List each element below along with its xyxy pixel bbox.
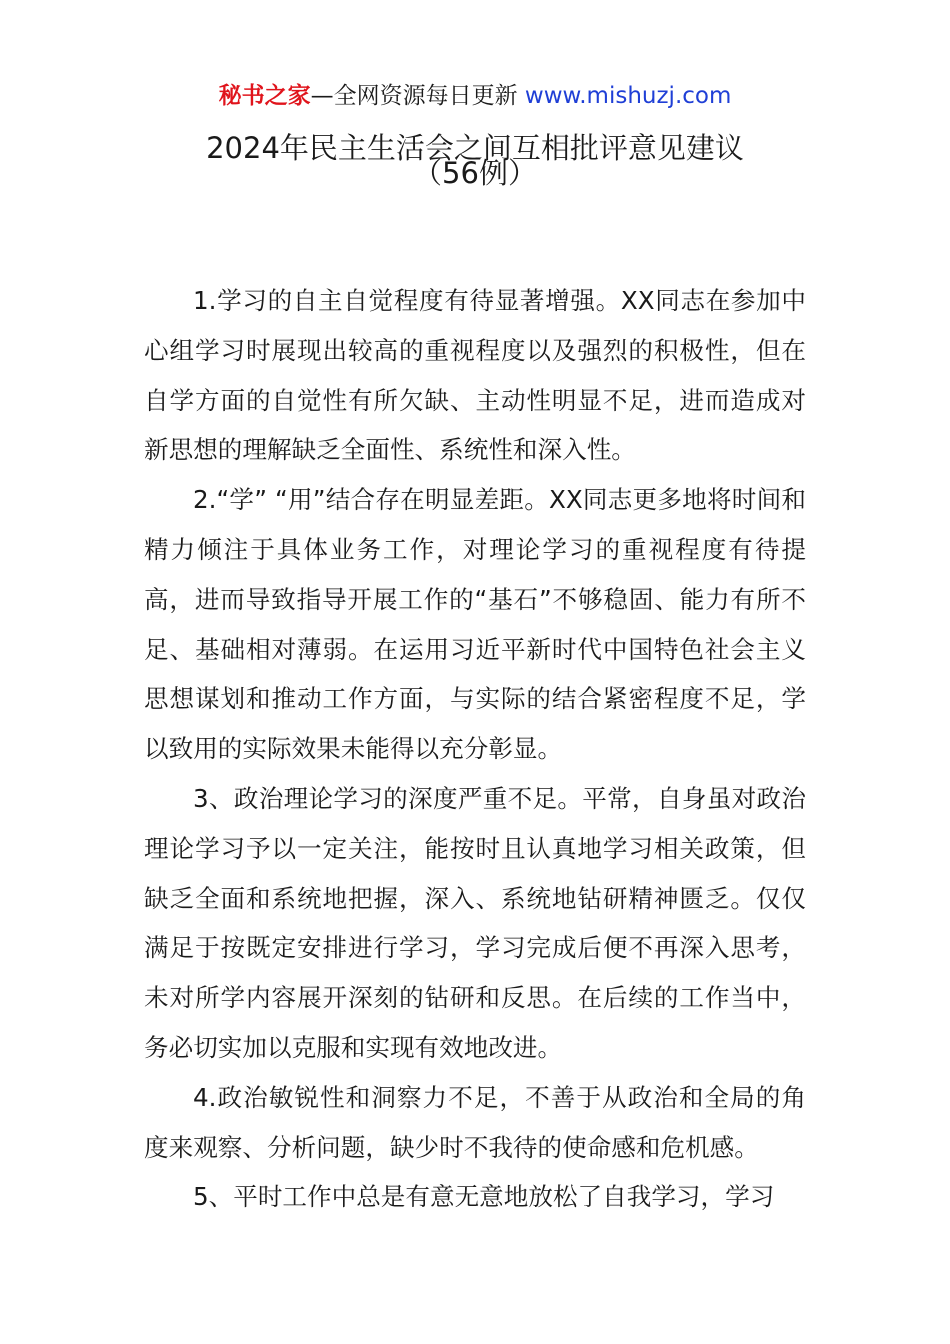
paragraph-1: 1.学习的自主自觉程度有待显著增强。XX同志在参加中心组学习时展现出较高的重视程度以及强烈的积极性，但在自学方面的自觉性有所欠缺、主动性明显不足，进而造成对新思想的理解缺乏全面性、系统性和深入性。	[144, 286, 806, 465]
document-subtitle: （56例）	[413, 156, 537, 190]
brand-name: 秘书之家	[218, 83, 311, 109]
page-header	[0, 80, 950, 112]
paragraph-5: 5、平时工作中总是有意无意地放松了自我学习，学习	[193, 1182, 775, 1212]
header-tagline: —全网资源每日更新	[310, 83, 525, 109]
paragraph-3: 3、政治理论学习的深度严重不足。平常，自身虽对政治理论学习予以一定关注，能按时且认真地学习相关政策，但缺乏全面和系统地把握，深入、系统地钻研精神匮乏。仅仅满足于按既定安排进行学习，学习完成后便不再深入思考，未对所学内容展开深刻的钻研和反思。在后续的工作当中，务必切实加以克服和实现有效地改进。	[144, 783, 806, 1062]
document-title: 2024年民主生活会之间互相批评意见建议	[206, 131, 744, 165]
website-url[interactable]: www.mishuzj.com	[524, 83, 732, 109]
paragraph-2: 2.“学” “用”结合存在明显差距。XX同志更多地将时间和精力倾注于具体业务工作，对理论学习的重视程度有待提高，进而导致指导开展工作的“基石”不够稳固、能力有所不足、基础相对薄弱。在运用习近平新时代中国特色社会主义思想谋划和推动工作方面，与实际的结合紧密程度不足，学以致用的实际效果未能得以充分彰显。	[144, 485, 806, 764]
document-body	[144, 276, 806, 1222]
paragraph-4: 4.政治敏锐性和洞察力不足，不善于从政治和全局的角度来观察、分析问题，缺少时不我待的使命感和危机感。	[144, 1082, 806, 1162]
